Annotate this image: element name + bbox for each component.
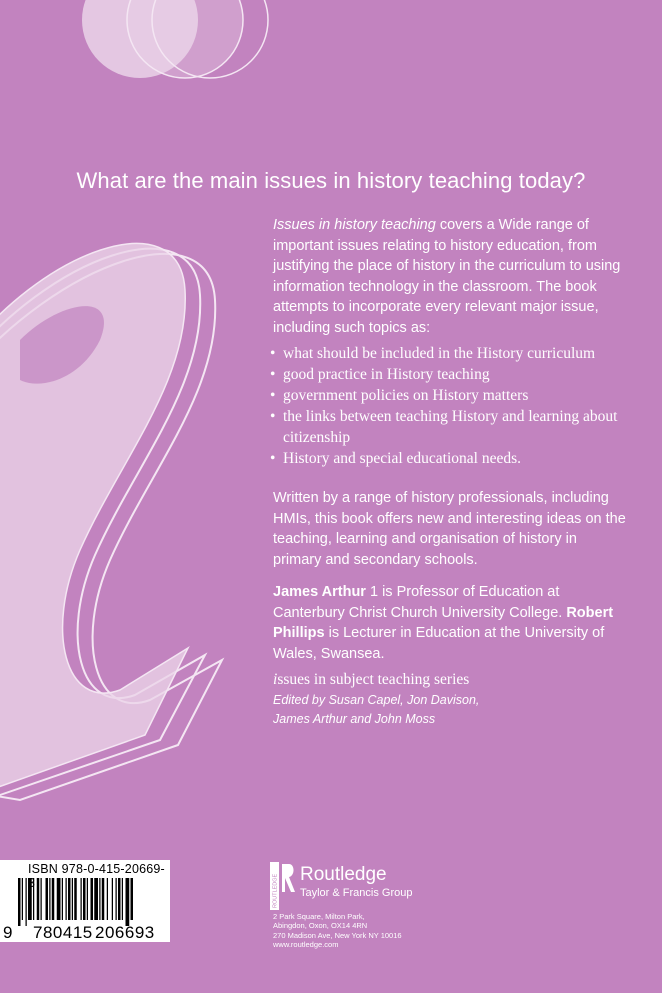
barcode-bar [118, 878, 121, 920]
list-item: • the links between teaching History and learning about citizenship [270, 406, 630, 448]
intro-text: covers a Wide range of important issues relating to history education, from justifying the place of history in the curriculum to using information technology in the classroom. The book attempts to incorporate every relevant major issue, including such topics as: [273, 217, 621, 336]
address-line: 270 Madison Ave, New York NY 10016 [273, 930, 402, 940]
list-item: • good practice in History teaching [270, 364, 630, 385]
publisher-name: Routledge [300, 864, 387, 885]
headline: What are the main issues in history teaching today? [76, 168, 586, 193]
barcode-bar [49, 878, 50, 920]
barcode-bar [107, 878, 108, 920]
barcode-panel [0, 860, 170, 942]
isbn-label: ISBN 978-0-415-20669- [28, 862, 165, 876]
barcode-bar [26, 878, 27, 926]
barcode-bar [91, 878, 94, 920]
logo-side-text: ROUTLEDGE [272, 873, 279, 908]
barcode-bar [46, 878, 49, 920]
barcode-bar [72, 878, 73, 920]
numeral-one-graphic [0, 243, 222, 800]
address-line: 2 Park Square, Milton Park, [273, 912, 365, 921]
topic-list [270, 343, 630, 469]
barcode-digit: 9 [3, 923, 13, 942]
editors-line: James Arthur and John Moss [273, 712, 436, 726]
barcode-bar [18, 878, 21, 926]
routledge-logo-icon [270, 862, 296, 910]
barcode-bar [68, 878, 71, 920]
author-name: Robert Phillips [273, 604, 614, 641]
barcode-bar [87, 878, 88, 920]
intro-paragraph [273, 215, 628, 338]
barcode-bar [94, 878, 98, 920]
barcode-bar [22, 878, 23, 920]
barcode-bar [74, 878, 77, 920]
series-rest: ssues in subject teaching series [277, 671, 470, 688]
barcode-bar [112, 878, 113, 920]
list-item: • government policies on History matters [270, 385, 630, 406]
list-item: • History and special educational needs. [270, 448, 630, 469]
author-bio-text: is Lecturer in Education at the University of Wales, Swansea. [273, 625, 605, 662]
address-line: Abingdon, Oxon, OX14 4RN [273, 921, 368, 931]
barcode-bar [99, 878, 100, 920]
editors-line: Edited by Susan Capel, Jon Davison, [273, 693, 480, 707]
barcode [0, 878, 170, 942]
barcode-bar [81, 878, 82, 920]
series-editors [273, 691, 613, 729]
author-name: James Arthur [273, 584, 366, 600]
book-title-italic: Issues in history teaching [273, 217, 436, 233]
barcode-bar [62, 878, 63, 920]
circles-graphic [82, 0, 268, 78]
barcode-bar [57, 878, 61, 920]
barcode-bar [52, 878, 55, 920]
barcode-bar [131, 878, 134, 920]
series-title [273, 671, 469, 689]
author-bio [273, 582, 628, 664]
barcode-bar [66, 878, 67, 920]
barcode-bar [122, 878, 123, 920]
barcode-bar [126, 878, 130, 926]
barcode-bar [33, 878, 34, 920]
author-bio-text: 1 is Professor of Education at Canterbury Christ Church University College. [273, 584, 567, 621]
series-initial: i [273, 671, 278, 688]
publisher-group: Taylor & Francis Group [300, 887, 413, 899]
barcode-bar [37, 878, 40, 920]
barcode-bar [116, 878, 117, 920]
barcode-digits: 206693 [95, 923, 155, 942]
list-item: • what should be included in the History curriculum [270, 343, 630, 364]
publisher-address [273, 912, 493, 950]
barcode-digits: 780415 [33, 923, 93, 942]
barcode-bar [28, 878, 32, 920]
contributors-paragraph: Written by a range of history professionals, including HMIs, this book offers new and interesting ideas on the teaching, learning and organisation of history in primary and secondary schools. [273, 490, 626, 568]
barcode-bar [102, 878, 105, 920]
barcode-bar [41, 878, 42, 920]
address-line: www.routledge.com [273, 940, 339, 950]
barcode-bar [83, 878, 86, 920]
